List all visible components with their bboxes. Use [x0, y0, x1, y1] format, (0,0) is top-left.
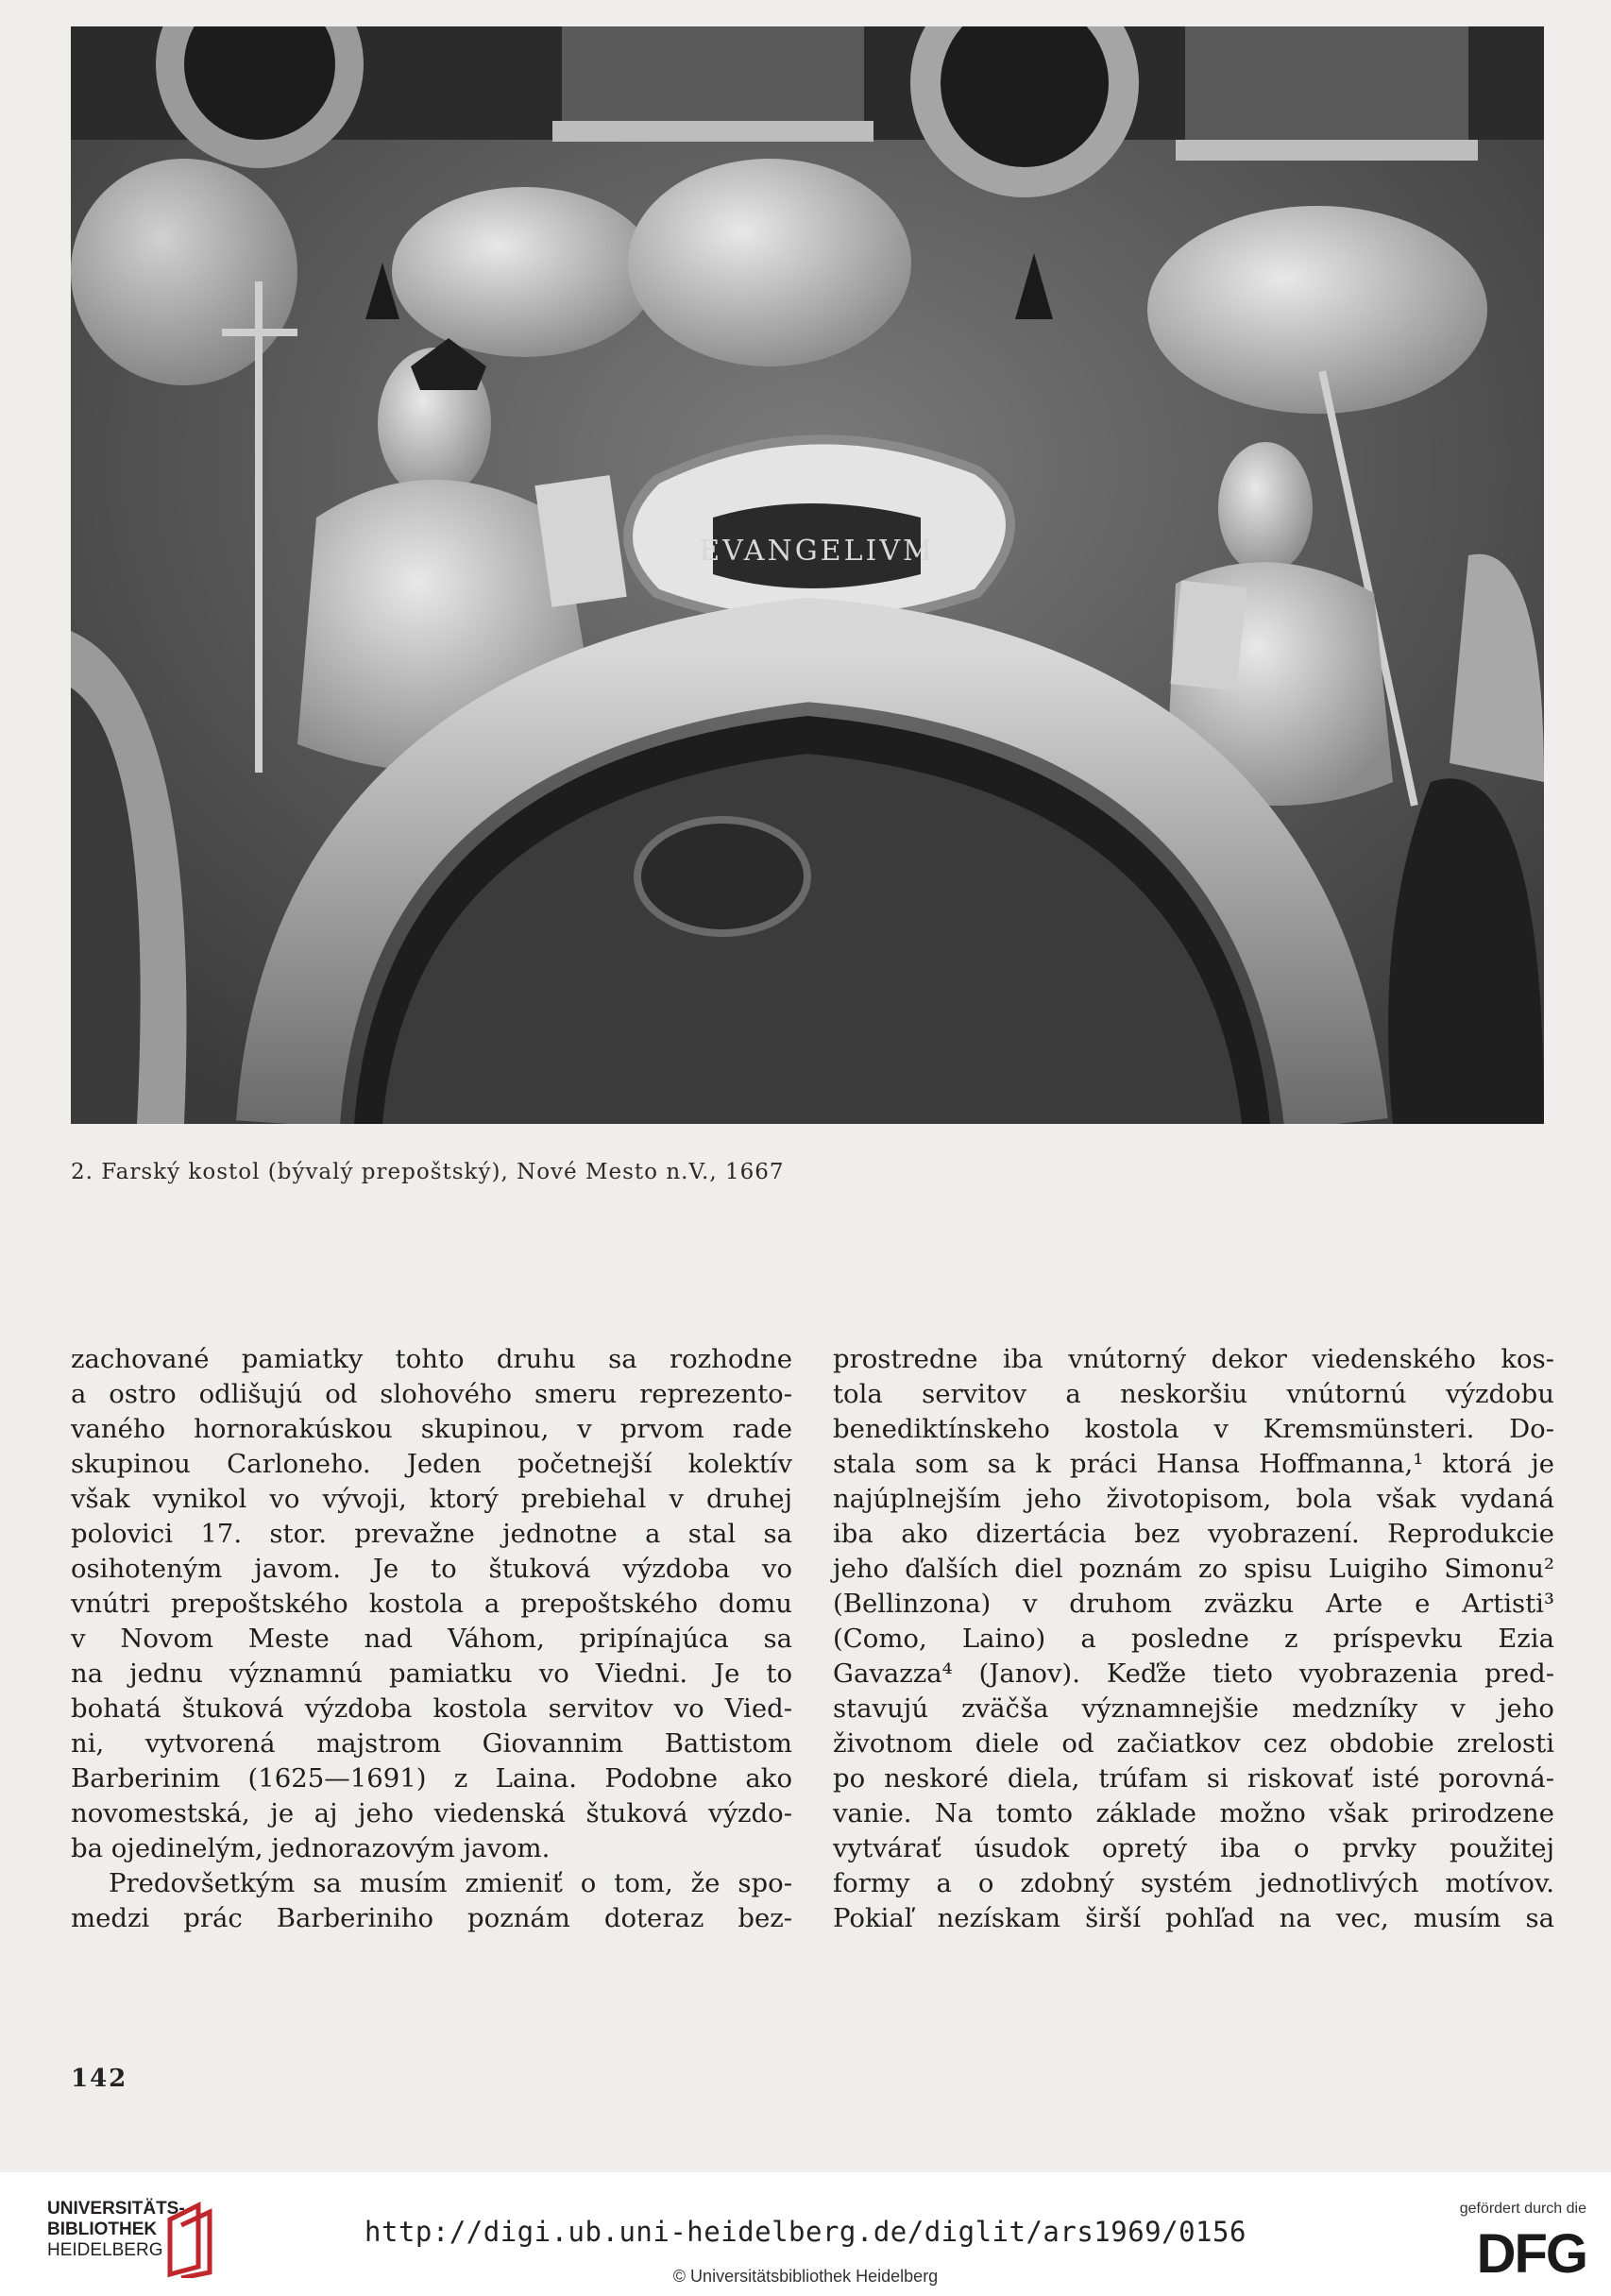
text-line: polovici 17. stor. prevažne jednotne a stal sa [71, 1519, 792, 1549]
figure-caption: 2. Farský kostol (bývalý prepoštský), Nové Mesto n.V., 1667 [71, 1160, 785, 1184]
text-column-left [71, 1342, 792, 1936]
text-line: a ostro odlišujú od slohového smeru reprezento- [71, 1379, 792, 1409]
funding-note: gefördert durch die [1459, 2201, 1586, 2217]
text-line: vytvárať úsudok opretý iba o prvky použitej [833, 1833, 1554, 1863]
text-line: vanie. Na tomto základe možno však prirodzene [833, 1798, 1554, 1828]
funder-block [1435, 2201, 1586, 2286]
text-line: zachované pamiatky tohto druhu sa rozhodne [71, 1344, 792, 1374]
page-number: 142 [71, 2065, 128, 2093]
text-line: osihoteným javom. Je to štuková výzdoba vo [71, 1554, 792, 1584]
cartouche-text: EVANGELIVM [699, 535, 935, 568]
text-line: stala som sa k práci Hansa Hoffmanna,¹ ktorá je [833, 1449, 1554, 1479]
text-line: medzi prác Barberiniho poznám doteraz bez- [71, 1903, 792, 1933]
text-line: benediktínskeho kostola v Kremsmünsteri. Do- [833, 1414, 1554, 1444]
text-line: (Como, Laino) a posledne z príspevku Ezia [833, 1624, 1554, 1654]
text-line: po neskoré diela, trúfam si riskovať isté porovná- [833, 1763, 1554, 1794]
text-line: Barberinim (1625—1691) z Laina. Podobne ako [71, 1763, 792, 1794]
text-column-right [833, 1342, 1554, 1936]
text-line: Gavazza⁴ (Janov). Keďže tieto vyobrazenia pred- [833, 1658, 1554, 1689]
text-line: jeho ďalších diel poznám zo spisu Luigiho Simonu² [833, 1554, 1554, 1584]
stucco-photo-illustration [71, 26, 1544, 1124]
text-line: stavujú zväčša významnejšie medzníky v jeho [833, 1693, 1554, 1724]
text-line: prostredne iba vnútorný dekor viedenského kos- [833, 1344, 1554, 1374]
copyright-notice: © Universitätsbibliothek Heidelberg [672, 2267, 939, 2286]
text-line: najúplnejším jeho životopisom, bola však vydaná [833, 1484, 1554, 1514]
text-line: bohatá štuková výzdoba kostola servitov vo Vied- [71, 1693, 792, 1724]
text-line: vnútri prepoštského kostola a prepoštského domu [71, 1589, 792, 1619]
dfg-logo[interactable]: DFG [1476, 2223, 1586, 2285]
text-line: však vynikol vo vývoji, ktorý prebiehal v druhej [71, 1484, 792, 1514]
permalink-url[interactable]: http://digi.ub.uni-heidelberg.de/diglit/ars1969/0156 [365, 2216, 1246, 2248]
library-name-line1: UNIVERSITÄTS- [47, 2199, 185, 2219]
text-line: Predovšetkým sa musím zmieniť o tom, že spo- [109, 1868, 792, 1898]
viewer-footer [0, 2172, 1611, 2296]
figure-photo [71, 26, 1544, 1124]
library-name-line3: HEIDELBERG [47, 2240, 163, 2260]
text-line: novomestská, je aj jeho viedenská štuková výzdo- [71, 1798, 792, 1828]
text-line: skupinou Carloneho. Jeden početnejší kolektív [71, 1449, 792, 1479]
text-line: životnom diele od začiatkov cez obdobie zrelosti [833, 1728, 1554, 1759]
text-line: iba ako dizertácia bez vyobrazení. Reprodukcie [833, 1519, 1554, 1549]
text-line: (Bellinzona) v druhom zväzku Arte e Artisti³ [833, 1589, 1554, 1619]
text-line: Pokiaľ nezískam širší pohľad na vec, musím sa [833, 1903, 1554, 1933]
text-line: tola servitov a neskoršiu vnútornú výzdobu [833, 1379, 1554, 1409]
library-name-line2: BIBLIOTHEK [47, 2219, 158, 2239]
text-line: formy a o zdobný systém jednotlivých motívov. [833, 1868, 1554, 1898]
text-line: na jednu významnú pamiatku vo Viedni. Je to [71, 1658, 792, 1689]
text-line: ni, vytvorená majstrom Giovannim Battistom [71, 1728, 792, 1759]
text-line: ba ojedinelým, jednorazovým javom. [71, 1833, 551, 1863]
text-line: vaného hornorakúskou skupinou, v prvom rade [71, 1414, 792, 1444]
text-line: v Novom Meste nad Váhom, pripínajúca sa [71, 1624, 792, 1654]
